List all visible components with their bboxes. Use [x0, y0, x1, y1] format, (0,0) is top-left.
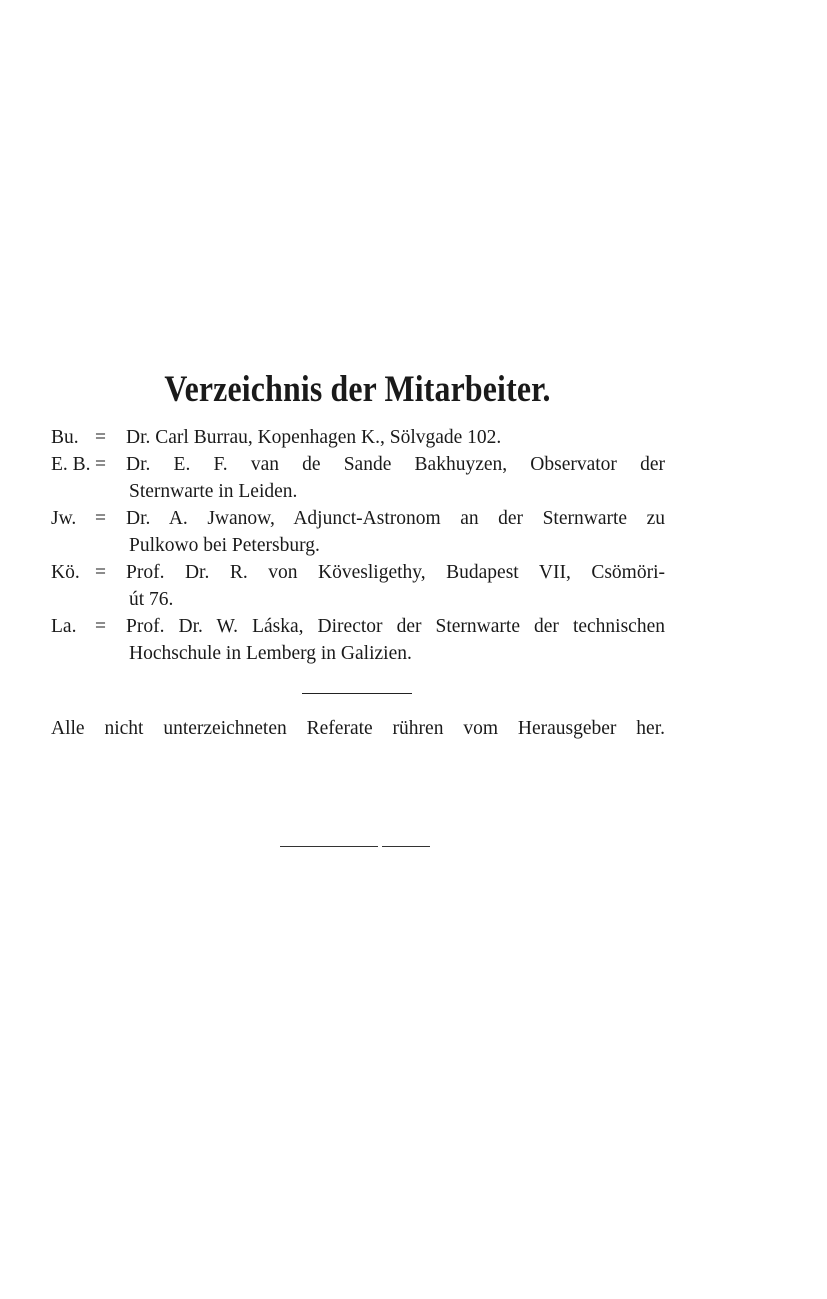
contributor-entry [51, 505, 665, 559]
footnote-text: Alle nicht unterzeichneten Referate rühren vom Herausgeber her. [51, 718, 665, 739]
contributor-description [126, 424, 665, 451]
equals-sign: = [95, 508, 106, 529]
contributor-line-2: Hochschule in Lemberg in Galizien. [129, 643, 412, 664]
contributor-abbreviation: Jw. [51, 508, 77, 529]
contributor-line-1: Prof. Dr. R. von Kövesligethy, Budapest VII, Csömöri- [126, 562, 665, 583]
contributor-abbreviation: La. [51, 616, 77, 637]
equals-sign: = [95, 454, 106, 475]
end-rule [280, 846, 430, 847]
contributor-line-1: Prof. Dr. W. Láska, Director der Sternwarte der technischen [126, 616, 665, 637]
contributor-line-1: Dr. Carl Burrau, Kopenhagen K., Sölvgade 102. [126, 427, 502, 448]
equals-sign: = [95, 562, 106, 583]
contributor-line-1: Dr. E. F. van de Sande Bakhuyzen, Observator der [126, 454, 665, 475]
contributor-entry [51, 559, 665, 613]
contributor-line-2: Sternwarte in Leiden. [129, 481, 298, 502]
contributor-description [126, 451, 665, 505]
contributor-line-2: út 76. [129, 589, 174, 610]
page-title: Verzeichnis der Mitarbeiter. [164, 369, 551, 410]
contributor-line-1: Dr. A. Jwanow, Adjunct-Astronom an der Sternwarte zu [126, 508, 665, 529]
equals-sign: = [95, 427, 106, 448]
contributor-entry [51, 451, 665, 505]
contributor-entry [51, 424, 665, 451]
contributor-list [51, 424, 665, 667]
contributor-line-2: Pulkowo bei Petersburg. [129, 535, 320, 556]
contributor-abbreviation: Bu. [51, 427, 79, 448]
section-divider [302, 693, 412, 694]
contributor-description [126, 613, 665, 667]
contributor-entry [51, 613, 665, 667]
contributor-abbreviation: Kö. [51, 562, 80, 583]
equals-sign: = [95, 616, 106, 637]
contributor-description [126, 559, 665, 613]
contributor-abbreviation: E. B. [51, 454, 91, 475]
contributor-description [126, 505, 665, 559]
